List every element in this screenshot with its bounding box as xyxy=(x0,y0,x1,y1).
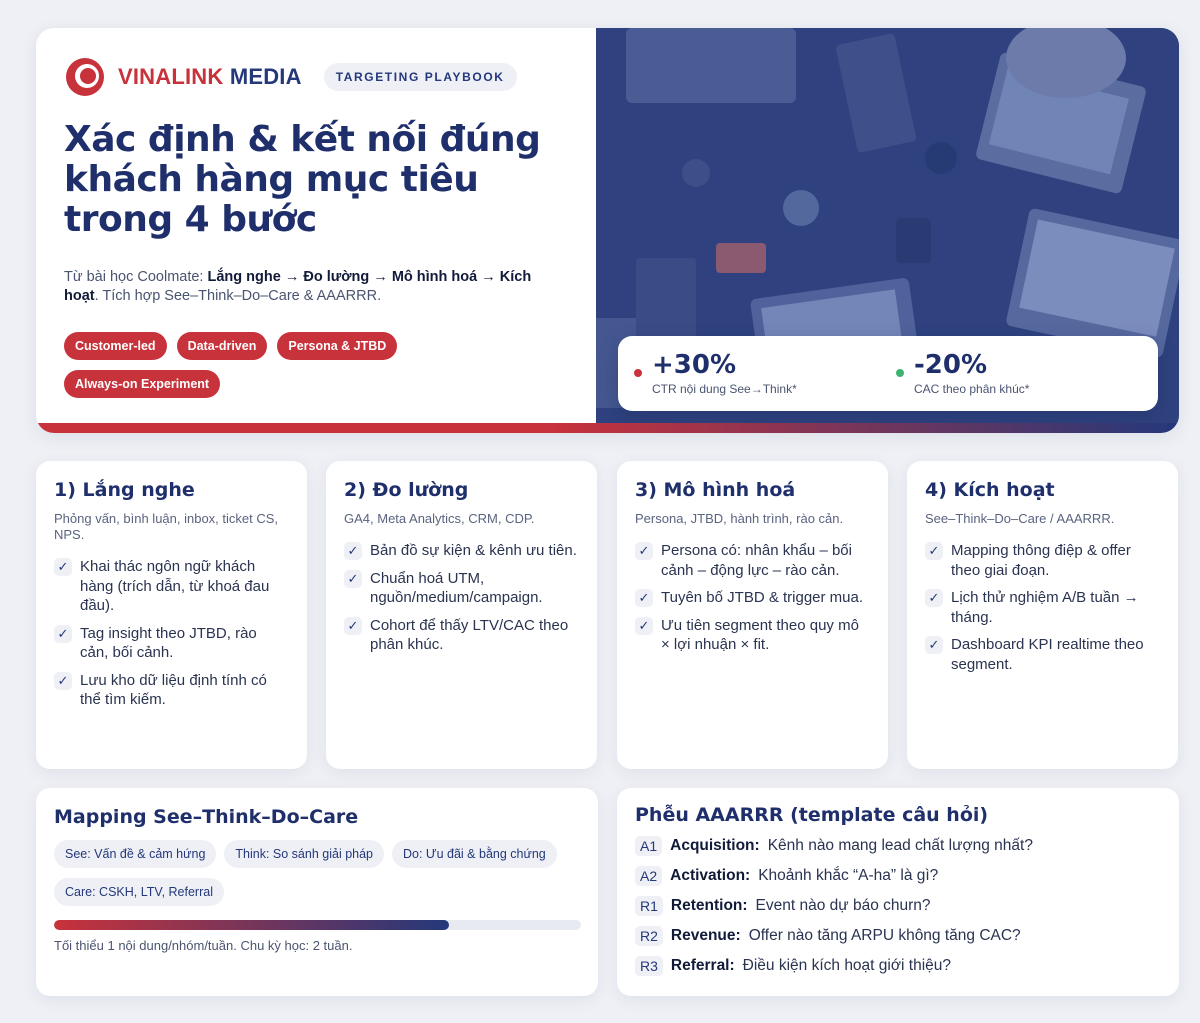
stat-ctr: +30% CTR nội dung See→Think* xyxy=(652,350,797,396)
green-dot-icon xyxy=(896,369,904,377)
step-checklist xyxy=(344,541,579,655)
check-icon: ✓ xyxy=(54,625,72,643)
mapping-progress-bar xyxy=(54,920,581,930)
funnel-code: R2 xyxy=(635,926,663,946)
check-icon: ✓ xyxy=(344,542,362,560)
step-checklist xyxy=(925,541,1160,674)
mapping-footnote: Tối thiểu 1 nội dung/nhóm/tuần. Chu kỳ học: 2 tuần. xyxy=(54,938,353,953)
list-item: ✓ Tag insight theo JTBD, rào cản, bối cảnh. xyxy=(54,624,289,663)
tag-persona-jtbd: Persona & JTBD xyxy=(277,332,397,360)
chip-think: Think: So sánh giải pháp xyxy=(224,840,384,868)
list-item: ✓ Lưu kho dữ liệu định tính có thể tìm kiếm. xyxy=(54,671,289,710)
stats-card xyxy=(618,336,1158,411)
step-card-model xyxy=(617,461,888,769)
funnel-card xyxy=(617,788,1179,996)
check-icon: ✓ xyxy=(54,672,72,690)
step-desc: Phỏng vấn, bình luận, inbox, ticket CS, NPS. xyxy=(54,511,279,542)
check-icon: ✓ xyxy=(635,589,653,607)
funnel-code: R1 xyxy=(635,896,663,916)
list-item: ✓ Ưu tiên segment theo quy mô × lợi nhuận × fit. xyxy=(635,616,870,655)
list-item: ✓ Persona có: nhân khẩu – bối cảnh – động lực – rào cản. xyxy=(635,541,870,580)
funnel-title: Phễu AAARRR (template câu hỏi) xyxy=(635,804,989,826)
hero-accent-bar xyxy=(36,423,1179,433)
page-title: Xác định & kết nối đúng khách hàng mục tiêu trong 4 bước xyxy=(64,119,541,240)
check-icon: ✓ xyxy=(54,558,72,576)
step-desc: See–Think–Do–Care / AAARRR. xyxy=(925,511,1115,526)
step-title: 1) Lắng nghe xyxy=(54,479,195,501)
hero-tags xyxy=(64,332,424,398)
red-dot-icon xyxy=(634,369,642,377)
step-desc: Persona, JTBD, hành trình, rào cản. xyxy=(635,511,844,526)
funnel-code: R3 xyxy=(635,956,663,976)
funnel-code: A1 xyxy=(635,836,662,856)
step-card-listen xyxy=(36,461,307,769)
mapping-title: Mapping See–Think–Do–Care xyxy=(54,806,359,828)
list-item: ✓ Mapping thông điệp & offer theo giai đoạn. xyxy=(925,541,1160,580)
chip-do: Do: Ưu đãi & bằng chứng xyxy=(392,840,557,868)
funnel-row: A1 Acquisition: Kênh nào mang lead chất lượng nhất? xyxy=(635,836,1161,856)
brand-row xyxy=(64,56,594,98)
list-item: ✓ Cohort để thấy LTV/CAC theo phân khúc. xyxy=(344,616,579,655)
tag-always-on: Always-on Experiment xyxy=(64,370,220,398)
check-icon: ✓ xyxy=(344,617,362,635)
funnel-row: R2 Revenue: Offer nào tăng ARPU không tăng CAC? xyxy=(635,926,1161,946)
step-checklist xyxy=(54,557,289,710)
list-item: ✓ Lịch thử nghiệm A/B tuần → tháng. xyxy=(925,588,1160,627)
funnel-row: R3 Referral: Điều kiện kích hoạt giới thiệu? xyxy=(635,956,1161,976)
step-checklist xyxy=(635,541,870,655)
hero-card xyxy=(36,28,1179,433)
check-icon: ✓ xyxy=(925,636,943,654)
chip-care: Care: CSKH, LTV, Referral xyxy=(54,878,224,906)
funnel-code: A2 xyxy=(635,866,662,886)
hero-subtitle: Từ bài học Coolmate: Lắng nghe → Đo lường → Mô hình hoá → Kích hoạt. Tích hợp See–Think–Do–Care & AAARRR. xyxy=(64,269,532,304)
step-card-activate xyxy=(907,461,1178,769)
list-item: ✓ Khai thác ngôn ngữ khách hàng (trích dẫn, từ khoá đau đầu). xyxy=(54,557,289,616)
brand-name: VINALINK MEDIA xyxy=(118,64,302,89)
step-desc: GA4, Meta Analytics, CRM, CDP. xyxy=(344,511,535,526)
tag-customer-led: Customer-led xyxy=(64,332,167,360)
stat-cac: -20% CAC theo phân khúc* xyxy=(914,350,1029,396)
check-icon: ✓ xyxy=(635,617,653,635)
hero-content xyxy=(64,56,594,398)
step-card-measure xyxy=(326,461,597,769)
mapping-chips xyxy=(54,840,574,906)
funnel-row: R1 Retention: Event nào dự báo churn? xyxy=(635,896,1161,916)
list-item: ✓ Dashboard KPI realtime theo segment. xyxy=(925,635,1160,674)
funnel-row: A2 Activation: Khoảnh khắc “A-ha” là gì? xyxy=(635,866,1161,886)
vinalink-logo-icon xyxy=(64,56,106,98)
check-icon: ✓ xyxy=(925,542,943,560)
step-title: 3) Mô hình hoá xyxy=(635,479,796,501)
mapping-card xyxy=(36,788,598,996)
progress-fill xyxy=(54,920,449,930)
chip-see: See: Vấn đề & cảm hứng xyxy=(54,840,216,868)
step-title: 2) Đo lường xyxy=(344,479,469,501)
playbook-tag: TARGETING PLAYBOOK xyxy=(324,63,517,91)
list-item: ✓ Tuyên bố JTBD & trigger mua. xyxy=(635,588,870,608)
tag-data-driven: Data-driven xyxy=(177,332,268,360)
step-title: 4) Kích hoạt xyxy=(925,479,1055,501)
list-item: ✓ Bản đồ sự kiện & kênh ưu tiên. xyxy=(344,541,579,561)
check-icon: ✓ xyxy=(635,542,653,560)
check-icon: ✓ xyxy=(344,570,362,588)
list-item: ✓ Chuẩn hoá UTM, nguồn/medium/campaign. xyxy=(344,569,579,608)
check-icon: ✓ xyxy=(925,589,943,607)
